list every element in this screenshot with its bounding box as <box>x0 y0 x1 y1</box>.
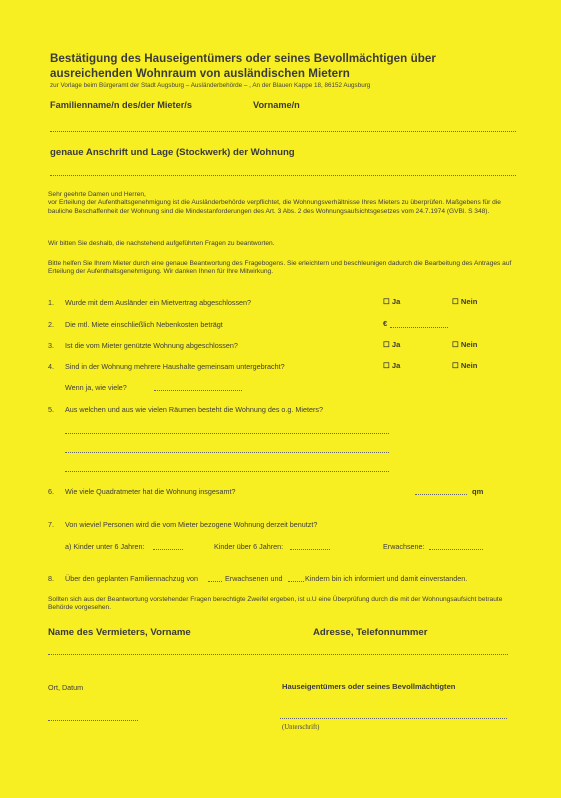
question-6-number: 6. <box>48 487 54 496</box>
salutation: Sehr geehrte Damen und Herren, <box>48 191 146 198</box>
adults-reunion-fill-line[interactable] <box>208 581 222 582</box>
landlord-address-label: Adresse, Telefonnummer <box>313 627 428 638</box>
question-8-number: 8. <box>48 574 54 583</box>
form-title-line2: ausreichenden Wohnraum von ausländischen Mietern <box>50 67 350 80</box>
sqm-unit: qm <box>472 487 484 496</box>
form-subtitle: zur Vorlage beim Bürgeramt der Stadt Augsburg – Ausländerbehörde – , An der Blauen Kappe 18, 86152 Augsburg <box>50 82 371 89</box>
question-3-text: Ist die vom Mieter genützte Wohnung abgeschlossen? <box>65 341 238 350</box>
owner-label: Hauseigentümers oder seines Bevollmächtigten <box>282 682 456 691</box>
help-text: Bitte helfen Sie Ihrem Mieter durch eine genaue Beantwortung des Fragebogens. Sie erleichtern und beschleunigen dadurch die Bearbeitung des Antrages auf Erteilung der Aufenthaltsgenehmigung. Wir danken Ihnen für Ihre Mitwirkung. <box>48 260 512 276</box>
question-8-text-a: Über den geplanten Familiennachzug von <box>65 574 199 583</box>
first-name-label: Vorname/n <box>253 100 300 110</box>
question-5-text: Aus welchen und aus wie vielen Räumen besteht die Wohnung des o.g. Mieters? <box>65 405 323 414</box>
question-7-number: 7. <box>48 520 54 529</box>
question-1-number: 1. <box>48 298 54 307</box>
landlord-name-label: Name des Vermieters, Vorname <box>48 627 191 638</box>
rooms-fill-line-2[interactable] <box>65 452 389 453</box>
question-4-no-checkbox[interactable]: ☐ Nein <box>452 361 478 370</box>
request-text: Wir bitten Sie deshalb, die nachstehend aufgeführten Fragen zu beantworten. <box>48 240 275 247</box>
rent-fill-line[interactable] <box>390 327 448 328</box>
closing-text: Sollten sich aus der Beantwortung vorstehender Fragen berechtigte Zweifel ergeben, ist u.U eine Überprüfung durch die mit der Wohnungsaufsicht betraute Behörde vorgesehen. <box>48 596 503 612</box>
intro-text: vor Erteilung der Aufenthaltsgenehmigung ist die Ausländerbehörde verpflichtet, die Wohnungsverhältnisse Ihres Mieters zu überprüfen. Maßgebens für die bauliche Beschaffenheit der Wohnung sind die Mindestanforderungen des Art. 3 Abs. 2 des Wohnungsaufsichtsgesetzes vom 24.7.1974 (GVBl. S 348). <box>48 199 501 215</box>
question-4-number: 4. <box>48 362 54 371</box>
form-title-line1: Bestätigung des Hauseigentümers oder seines Bevollmächtigen über <box>50 52 436 65</box>
question-2-number: 2. <box>48 320 54 329</box>
landlord-fill-line[interactable] <box>48 654 508 655</box>
households-fill-line[interactable] <box>154 390 242 391</box>
question-6-text: Wie viele Quadratmeter hat die Wohnung insgesamt? <box>65 487 236 496</box>
question-3-no-checkbox[interactable]: ☐ Nein <box>452 340 478 349</box>
question-1-text: Wurde mit dem Ausländer ein Mietvertrag abgeschlossen? <box>65 298 252 307</box>
question-8-text-c: Kindern bin ich informiert und damit einverstanden. <box>305 574 468 583</box>
question-8-text-b: Erwachsenen und <box>225 574 283 583</box>
question-3-yes-checkbox[interactable]: ☐ Ja <box>383 340 401 349</box>
address-label: genaue Anschrift und Lage (Stockwerk) der Wohnung <box>50 147 295 158</box>
rent-currency: € <box>383 319 388 328</box>
adults-fill-line[interactable] <box>429 549 483 550</box>
question-7-text: Von wieviel Personen wird die vom Mieter bezogene Wohnung derzeit benutzt? <box>65 520 318 529</box>
sqm-fill-line[interactable] <box>415 494 467 495</box>
question-4-text: Sind in der Wohnung mehrere Haushalte gemeinsam untergebracht? <box>65 362 285 371</box>
question-4-sub: Wenn ja, wie viele? <box>65 383 127 392</box>
children-over-6-label: Kinder über 6 Jahren: <box>214 542 284 551</box>
question-1-no-checkbox[interactable]: ☐ Nein <box>452 297 478 306</box>
adults-label: Erwachsene: <box>383 542 425 551</box>
name-fill-line[interactable] <box>50 131 516 132</box>
place-date-fill-line[interactable] <box>48 720 138 721</box>
question-5-number: 5. <box>48 405 54 414</box>
children-over-6-fill-line[interactable] <box>290 549 330 550</box>
children-reunion-fill-line[interactable] <box>288 581 304 582</box>
signature-fill-line[interactable] <box>280 718 507 719</box>
rooms-fill-line-3[interactable] <box>65 471 389 472</box>
question-2-text: Die mtl. Miete einschließlich Nebenkosten beträgt <box>65 320 223 329</box>
children-under-6-fill-line[interactable] <box>153 549 183 550</box>
children-under-6-label: a) Kinder unter 6 Jahren: <box>65 542 145 551</box>
rooms-fill-line-1[interactable] <box>65 433 389 434</box>
intro-paragraph <box>48 191 518 216</box>
signature-label: (Unterschrift) <box>282 724 320 731</box>
question-4-yes-checkbox[interactable]: ☐ Ja <box>383 361 401 370</box>
place-date-label: Ort, Datum <box>48 683 84 692</box>
question-1-yes-checkbox[interactable]: ☐ Ja <box>383 297 401 306</box>
address-fill-line[interactable] <box>50 175 516 176</box>
family-name-label: Familienname/n des/der Mieter/s <box>50 100 192 110</box>
question-3-number: 3. <box>48 341 54 350</box>
